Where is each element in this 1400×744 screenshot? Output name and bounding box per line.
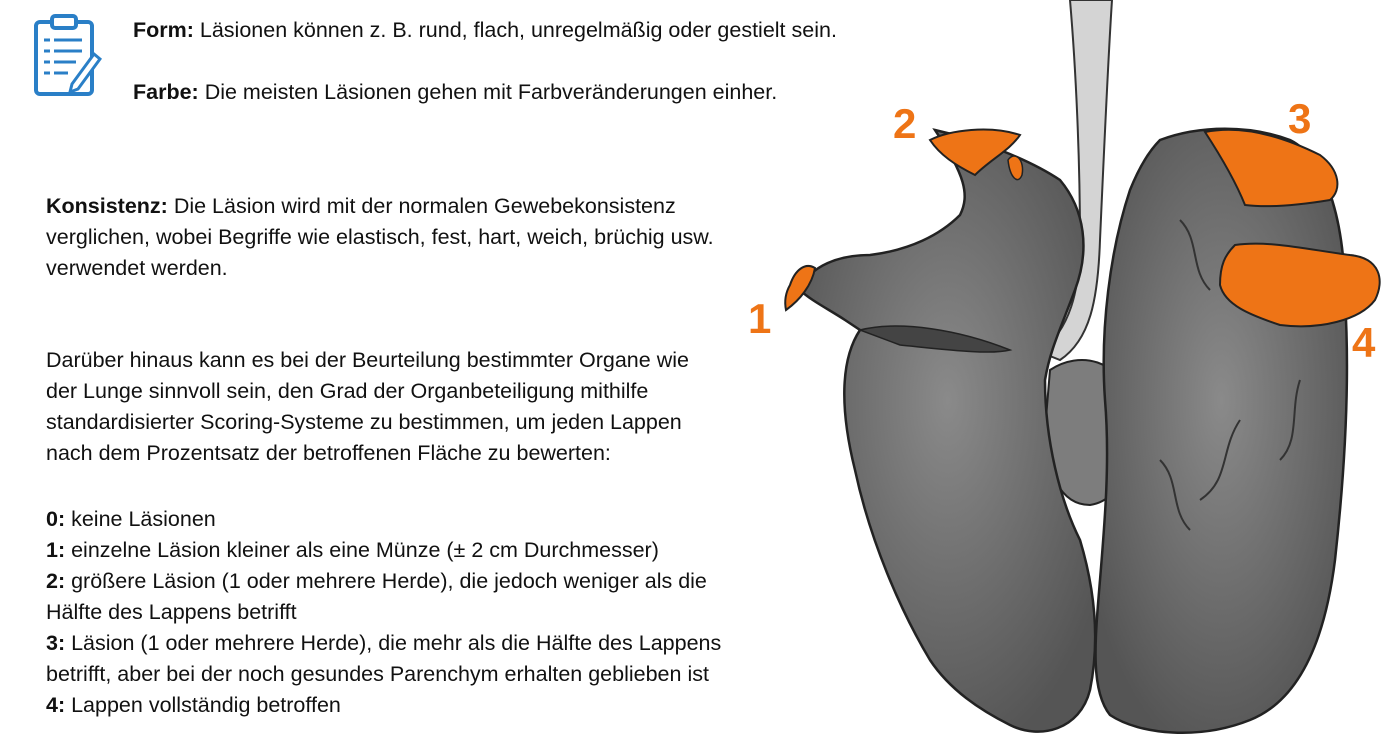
score-text: keine Läsionen	[65, 507, 216, 531]
clipboard-icon	[32, 14, 102, 98]
konsistenz-line1: Die Läsion wird mit der normalen Gewebekonsistenz	[167, 194, 676, 218]
form-line	[133, 15, 837, 46]
intro-line1: Darüber hinaus kann es bei der Beurteilung bestimmter Organe wie	[46, 348, 689, 372]
marker-4: 4	[1352, 319, 1376, 366]
score-item-2	[46, 566, 721, 597]
farbe-text: Die meisten Läsionen gehen mit Farbveränderungen einher.	[198, 80, 778, 104]
score-item-0	[46, 504, 721, 535]
score-text: größere Läsion (1 oder mehrere Herde), die jedoch weniger als die	[65, 569, 707, 593]
score-item-1	[46, 535, 721, 566]
konsistenz-line3: verwendet werden.	[46, 256, 228, 280]
farbe-line	[133, 77, 777, 108]
intro-line4: nach dem Prozentsatz der betroffenen Fläche zu bewerten:	[46, 441, 611, 465]
marker-3: 3	[1288, 95, 1312, 142]
score-text: Läsion (1 oder mehrere Herde), die mehr als die Hälfte des Lappens	[65, 631, 722, 655]
score-item-2-cont: Hälfte des Lappens betrifft	[46, 600, 297, 624]
konsistenz-label: Konsistenz:	[46, 194, 168, 218]
score-label: 3:	[46, 631, 66, 655]
score-label: 2:	[46, 569, 66, 593]
right-lung-shape	[1096, 129, 1347, 733]
form-text: Läsionen können z. B. rund, flach, unregelmäßig oder gestielt sein.	[193, 18, 837, 42]
intro-line3: standardisierter Scoring-Systeme zu bestimmen, um jeden Lappen	[46, 410, 682, 434]
score-text: Lappen vollständig betroffen	[65, 693, 341, 717]
score-list	[46, 504, 721, 721]
intro-line2: der Lunge sinnvoll sein, den Grad der Organbeteiligung mithilfe	[46, 379, 649, 403]
konsistenz-block	[46, 191, 714, 284]
farbe-label: Farbe:	[133, 80, 199, 104]
score-label: 1:	[46, 538, 66, 562]
score-label: 4:	[46, 693, 66, 717]
form-label: Form:	[133, 18, 194, 42]
score-item-3	[46, 628, 721, 659]
scoring-intro	[46, 345, 689, 469]
score-label: 0:	[46, 507, 66, 531]
marker-2: 2	[893, 100, 917, 147]
score-item-3-cont: betrifft, aber bei der noch gesundes Parenchym erhalten geblieben ist	[46, 662, 709, 686]
score-item-4	[46, 690, 721, 721]
marker-1: 1	[748, 295, 772, 342]
konsistenz-line2: verglichen, wobei Begriffe wie elastisch, fest, hart, weich, brüchig usw.	[46, 225, 714, 249]
score-text: einzelne Läsion kleiner als eine Münze (± 2 cm Durchmesser)	[65, 538, 659, 562]
